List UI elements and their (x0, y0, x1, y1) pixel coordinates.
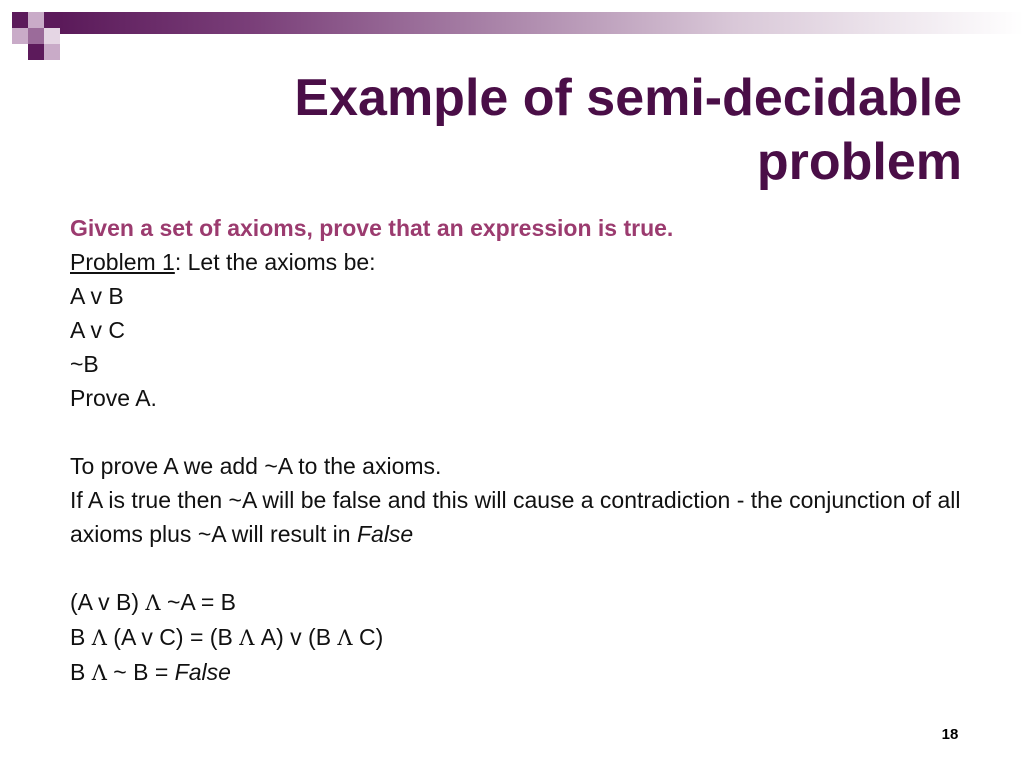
spacer (70, 551, 970, 585)
equation-3 (70, 655, 970, 690)
header-square-decoration (44, 44, 60, 60)
problem-label: Problem 1 (70, 249, 175, 275)
header-square-decoration (28, 44, 44, 60)
and-symbol: Λ (91, 626, 107, 650)
problem-heading (70, 245, 970, 279)
slide-title-line-1: Example of semi-decidable (294, 69, 962, 127)
header-gradient-bar (60, 12, 1024, 34)
proof-step-2-false: False (356, 521, 414, 547)
and-symbol: Λ (337, 626, 353, 650)
equation-2 (70, 620, 970, 655)
header-square-decoration (12, 12, 28, 28)
spacer (70, 415, 970, 449)
equation-2-part-a: B (70, 624, 92, 650)
equation-2-part-d: C) (352, 624, 384, 650)
slide-title-line-2: problem (756, 133, 962, 191)
proof-step-1: To prove A we add ~A to the axioms. (70, 453, 442, 479)
equation-1-left: (A v B) (70, 589, 146, 615)
header-square-decoration (44, 12, 60, 28)
equation-3-false: False (174, 659, 231, 685)
axiom-1: A v B (70, 283, 124, 309)
proof-step-2 (70, 483, 970, 551)
header-square-decoration (12, 28, 28, 44)
equation-2-part-b: (A v C) = (B (106, 624, 240, 650)
problem-intro: : Let the axioms be: (174, 249, 376, 275)
equation-2-part-c: A) v (B (254, 624, 338, 650)
header-square-decoration (44, 28, 60, 44)
slide-body (70, 211, 970, 690)
equation-3-left: B (70, 659, 92, 685)
equation-1 (70, 585, 970, 620)
and-symbol: Λ (145, 591, 161, 615)
equation-3-middle: ~ B = (106, 659, 175, 685)
header-square-decoration (28, 28, 44, 44)
axiom-2: A v C (70, 317, 125, 343)
equation-1-right: ~A = B (160, 589, 237, 615)
proof-step-2-text: If A is true then ~A will be false and this will cause a contradiction - the conjunction of all axioms plus ~A will result in (70, 487, 961, 547)
page-number: 18 (941, 726, 959, 743)
and-symbol: Λ (91, 661, 107, 685)
axiom-3: ~B (70, 351, 99, 377)
header-square-decoration (28, 12, 44, 28)
prove-statement: Prove A. (70, 385, 157, 411)
lead-statement: Given a set of axioms, prove that an expression is true. (70, 215, 674, 241)
and-symbol: Λ (239, 626, 255, 650)
slide-title (162, 66, 962, 194)
